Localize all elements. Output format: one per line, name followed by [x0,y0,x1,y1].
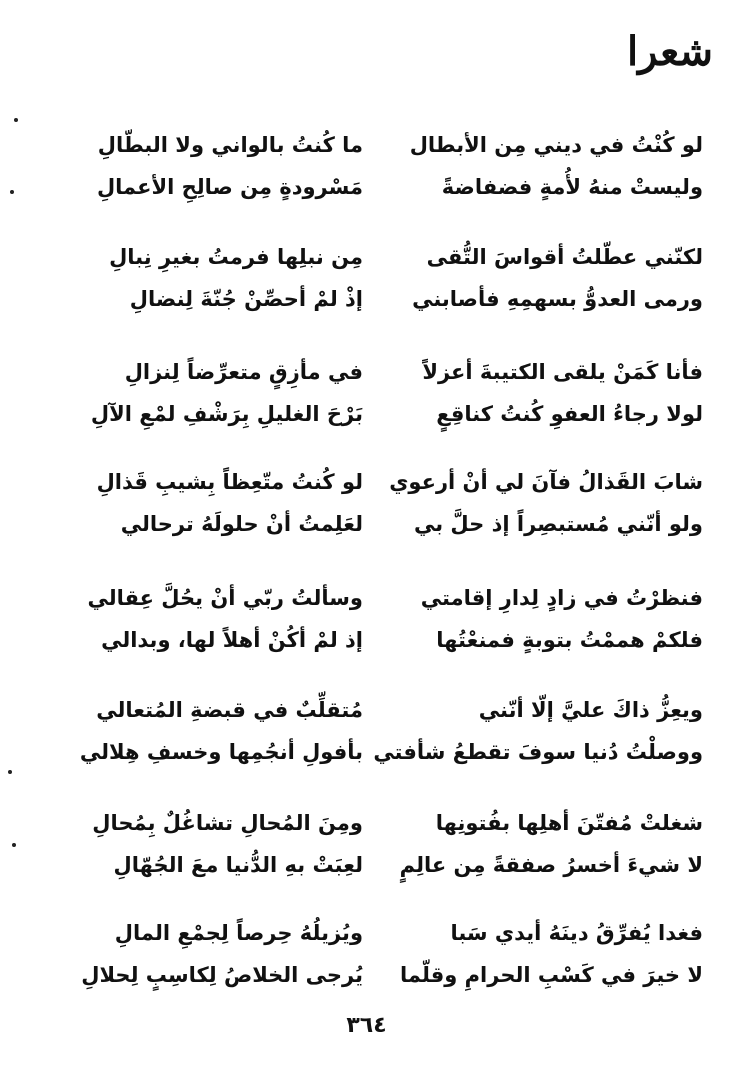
verse-second-hemistich: مُتقلِّبٌ في قبضةِ المُتعالي [96,698,363,722]
verse-second-hemistich: بَرْحَ الغليلِ بِرَشْفِ لمْعِ الآلِ [90,402,363,426]
margin-speck [10,190,14,194]
verse-line [0,125,733,165]
page-heading: شعرا [627,28,713,75]
verse-second-hemistich: يُرجى الخلاصُ لِكاسِبٍ لِحلالِ [81,963,363,987]
verse-line [0,167,733,207]
verse-line [0,913,733,953]
verse-second-hemistich: وسألتُ ربّي أنْ يحُلَّ عِقالي [87,586,363,610]
page-number: ٣٦٤ [346,1013,387,1038]
verse-line [0,690,733,730]
verse-line [0,732,733,772]
verse-second-hemistich: في مأزِقٍ متعرِّضاً لِنزالِ [124,360,363,384]
verse-line [0,504,733,544]
verse-line [0,237,733,277]
verse-second-hemistich: لعِبَتْ بهِ الدُّنيا معَ الجُهّالِ [113,853,363,877]
verse-first-hemistich: ولو أنّني مُستبصِراً إذ حلَّ بي [413,512,703,536]
verse-second-hemistich: بأفولِ أنجُمِها وخسفِ هِلالي [79,740,363,764]
verse-line [0,394,733,434]
verse-first-hemistich: ويعِزُّ ذاكَ عليَّ إلّا أنّني [478,698,703,722]
verse-first-hemistich: لكنّني عطّلتُ أقواسَ التُّقى [426,245,703,269]
verse-line [0,803,733,843]
verse-line [0,279,733,319]
verse-first-hemistich: لو كُنْتُ في ديني مِن الأبطال [409,133,703,157]
verse-line [0,578,733,618]
verse-second-hemistich: مَسْرودةٍ مِن صالِحِ الأعمالِ [96,175,363,199]
verse-second-hemistich: إذ لمْ أكُنْ أهلاً لها، وبدالي [101,628,363,652]
verse-second-hemistich: مِن نبلِها فرمتُ بغيرِ نِبالِ [109,245,363,269]
verse-first-hemistich: شغلتْ مُفتّنَ أهلِها بفُتونِها [435,811,703,835]
verse-first-hemistich: لا خيرَ في كَسْبِ الحرامِ وقلّما [400,963,703,987]
verse-first-hemistich: فغدا يُفرِّقُ دينَهُ أيدي سَبا [450,921,703,945]
verse-first-hemistich: ووصلْتُ دُنيا سوفَ تقطعُ شأفتي [373,740,703,764]
verse-line [0,955,733,995]
margin-speck [8,770,12,774]
verse-first-hemistich: لا شيءَ أخسرُ صفقةً مِن عالِمٍ [399,853,703,877]
verse-second-hemistich: ويُزيلُهُ حِرصاً لِجمْعِ المالِ [114,921,363,945]
verse-first-hemistich: فأنا كَمَنْ يلقى الكتيبةَ أعزلاً [422,360,703,384]
verse-first-hemistich: فلكمْ هممْتُ بتوبةٍ فمنعْتُها [436,628,703,652]
verse-line [0,620,733,660]
margin-speck [14,118,18,122]
verse-line [0,352,733,392]
verse-second-hemistich: لو كُنتُ متّعِظاً بِشيبِ قَذالِ [96,470,363,494]
verse-second-hemistich: ومِنَ المُحالِ تشاغُلٌ بِمُحالِ [92,811,363,835]
verse-line [0,845,733,885]
verse-first-hemistich: ورمى العدوُّ بسهمِهِ فأصابني [412,287,703,311]
verse-first-hemistich: لولا رجاءُ العفوِ كُنتُ كناقِعٍ [436,402,703,426]
verse-second-hemistich: إذْ لمْ أحصِّنْ جُنّةَ لِنضالِ [129,287,363,311]
verse-first-hemistich: شابَ القَذالُ فآنَ لي أنْ أرعوي [389,470,703,494]
verse-second-hemistich: ما كُنتُ بالواني ولا البطّالِ [97,133,363,157]
verse-first-hemistich: وليستْ منهُ لأُمةٍ فضفاضةً [441,175,703,199]
margin-speck [12,843,16,847]
verse-first-hemistich: فنظرْتُ في زادٍ لِدارِ إقامتي [420,586,703,610]
verse-second-hemistich: لعَلِمتُ أنْ حلولَهُ ترحالي [120,512,363,536]
verse-line [0,462,733,502]
